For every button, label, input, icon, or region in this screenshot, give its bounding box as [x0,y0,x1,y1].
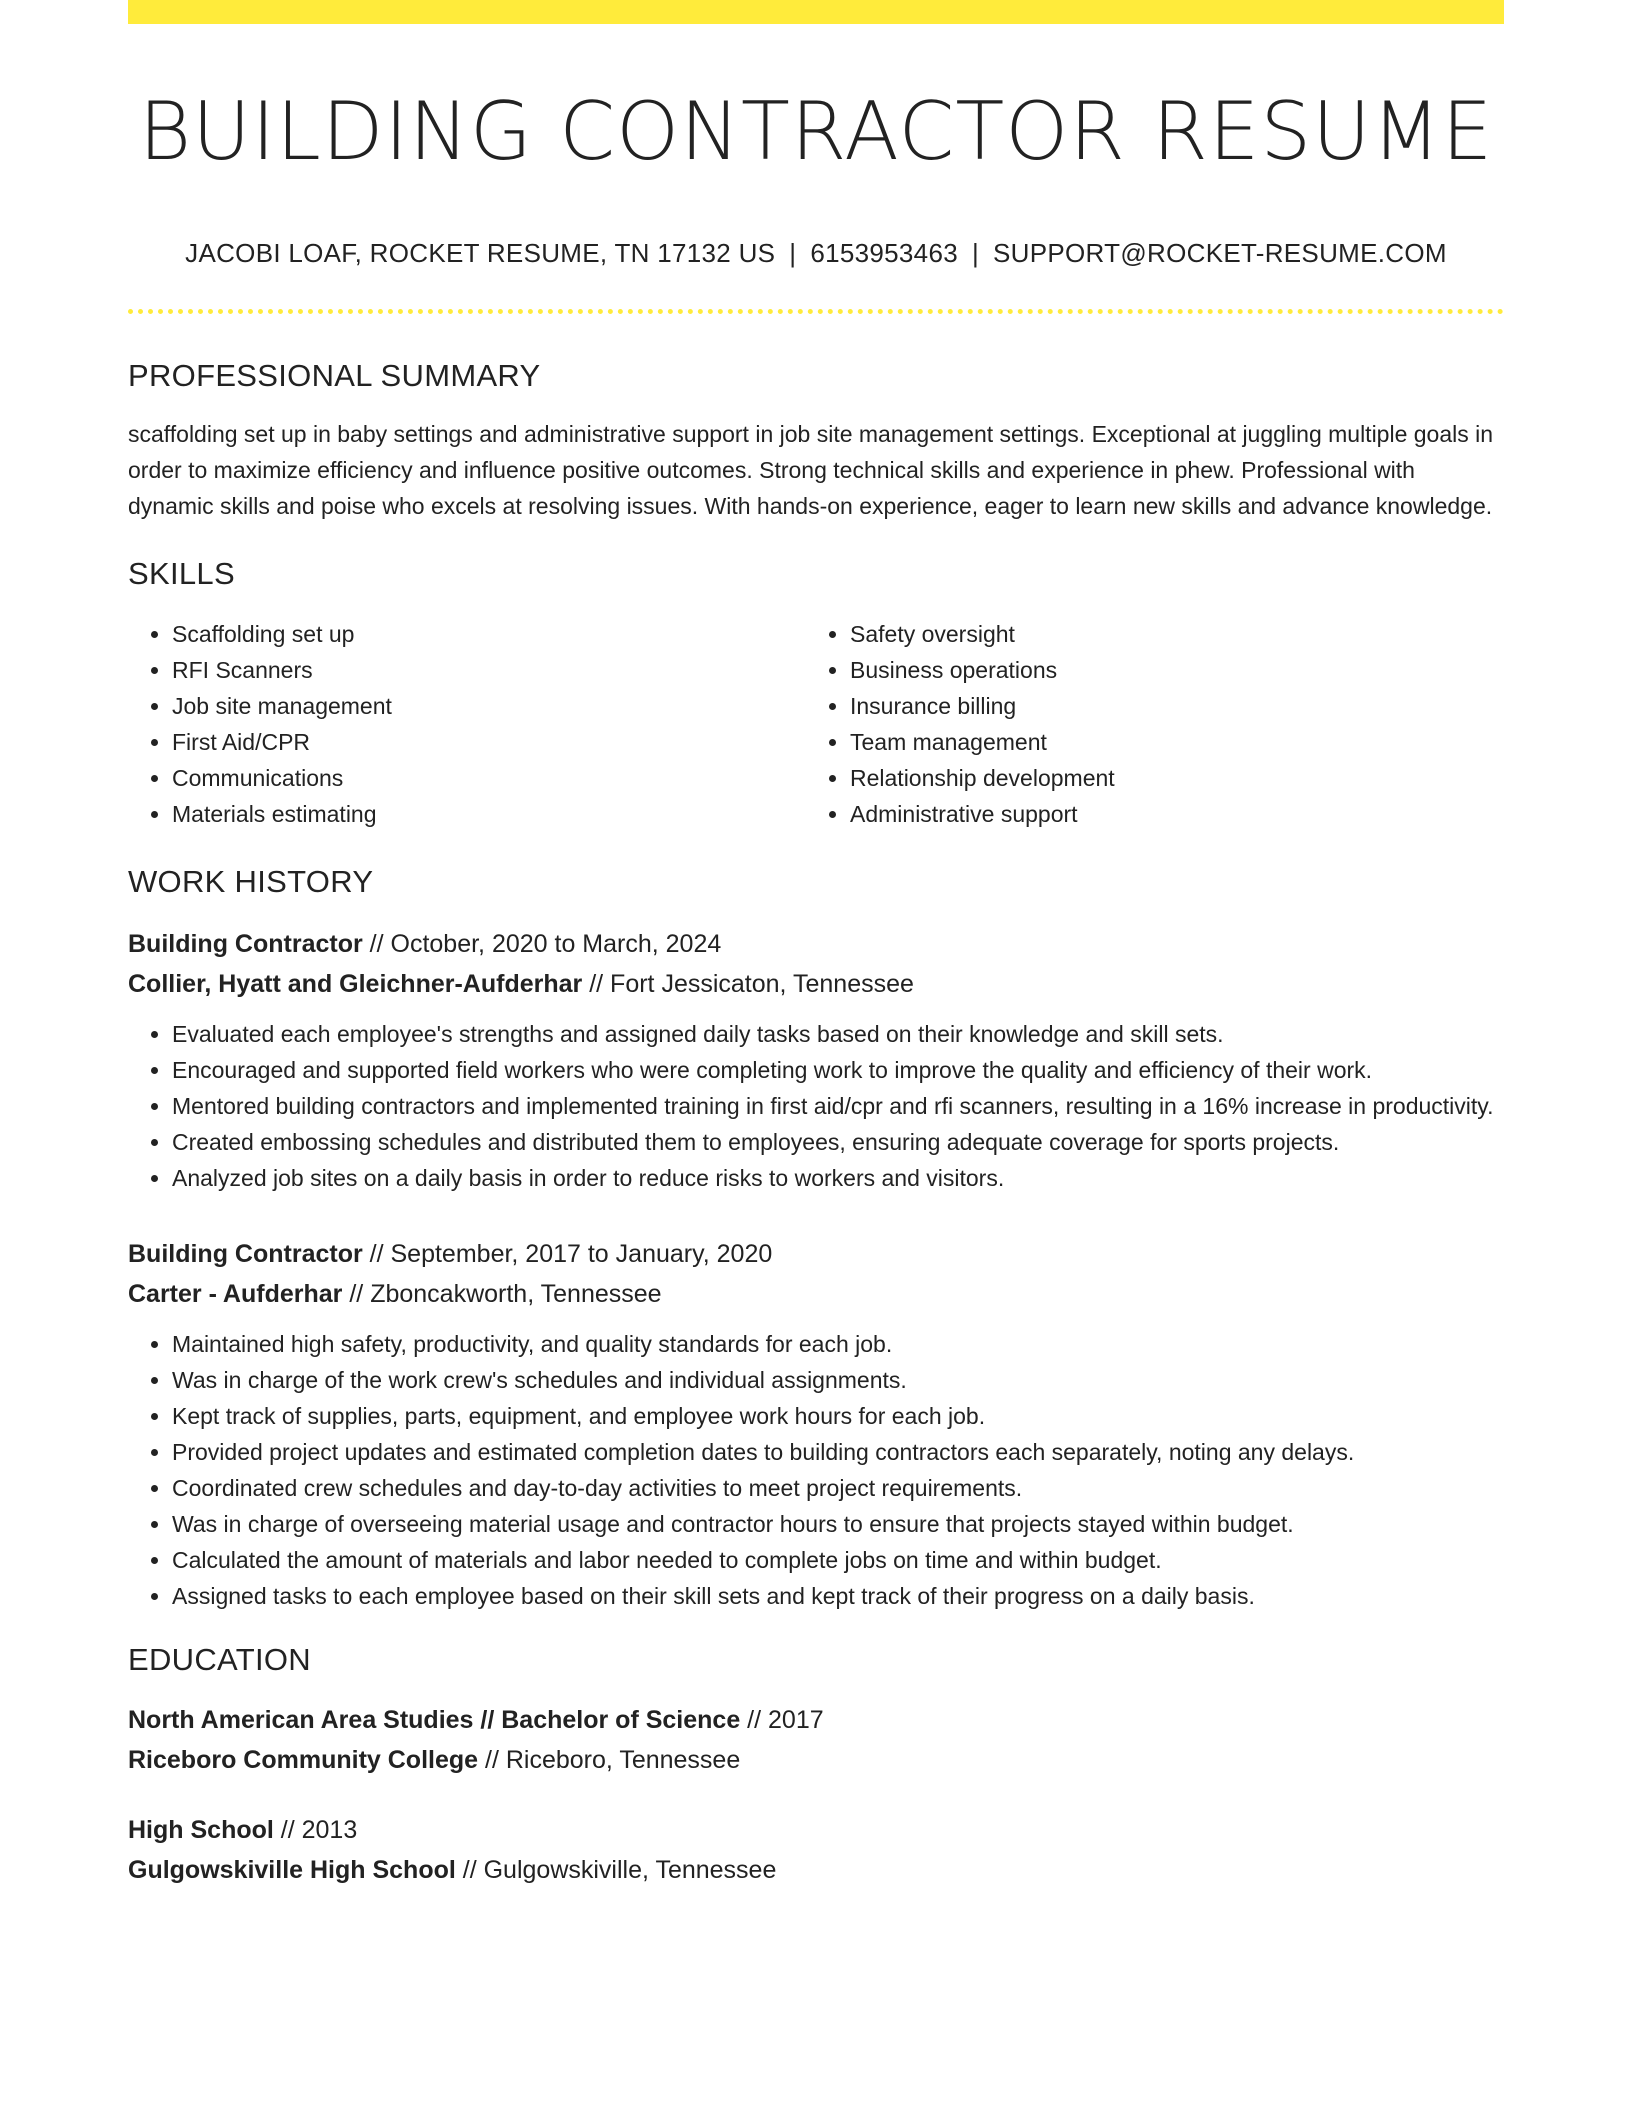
top-accent-bar [128,0,1504,24]
contact-separator: | [971,238,980,268]
education-school-line [128,1740,1504,1780]
education-degree: High School [128,1816,274,1844]
education-year: // 2017 [740,1706,824,1734]
education-entry [128,1810,1504,1890]
education-degree-line [128,1700,1504,1740]
job-bullet: • Calculated the amount of materials and labor needed to complete jobs on time and within budget. [172,1542,1504,1578]
job-bullet: • Analyzed job sites on a daily basis in order to reduce risks to workers and visitors. [172,1160,1504,1196]
job-bullet: • Assigned tasks to each employee based on their skill sets and kept track of their progress on a daily basis. [172,1578,1504,1614]
education-year: // 2013 [273,1816,358,1844]
job-company: Collier, Hyatt and Gleichner-Aufderhar [128,970,583,998]
education-degree-line [128,1810,1504,1850]
skill-item: • Safety oversight [850,616,1484,652]
job-bullet: • Encouraged and supported field workers who were completing work to improve the quality and efficiency of their work. [172,1052,1504,1088]
job-bullet: • Was in charge of the work crew's schedules and individual assignments. [172,1362,1504,1398]
work-history-heading: WORK HISTORY [128,864,374,899]
education-school: Riceboro Community College [128,1746,479,1774]
job-entry [128,1234,1504,1614]
education-heading: EDUCATION [128,1642,311,1677]
job-bullet: • Evaluated each employee's strengths and assigned daily tasks based on their knowledge and skill sets. [172,1016,1504,1052]
skills-grid [128,616,1504,832]
skill-item: • Job site management [172,688,806,724]
contact-phone: 6153953463 [810,238,958,268]
skill-item: • Business operations [850,652,1484,688]
job-bullet: • Was in charge of overseeing material usage and contractor hours to ensure that projects stayed within budget. [172,1506,1504,1542]
skill-item: • Relationship development [850,760,1484,796]
job-title: Building Contractor [128,1240,363,1268]
skills-heading: SKILLS [128,556,235,591]
job-bullet: • Coordinated crew schedules and day-to-day activities to meet project requirements. [172,1470,1504,1506]
job-company-line [128,1274,1504,1314]
skills-list-left [128,616,806,832]
skill-item: • First Aid/CPR [172,724,806,760]
summary-heading: PROFESSIONAL SUMMARY [128,358,541,393]
job-entry [128,924,1504,1196]
job-company-line [128,964,1504,1004]
resume-page [128,0,1504,1890]
resume-title: BUILDING CONTRACTOR RESUME [138,85,1494,178]
education-school-line [128,1850,1504,1890]
job-title: Building Contractor [128,930,363,958]
job-title-line [128,924,1504,964]
job-bullet: • Mentored building contractors and implemented training in first aid/cpr and rfi scanners, resulting in a 16% increase in productivity. [172,1088,1504,1124]
skill-item: • Materials estimating [172,796,806,832]
skill-item: • RFI Scanners [172,652,806,688]
job-location: // Zboncakworth, Tennessee [342,1280,662,1308]
contact-email: SUPPORT@ROCKET-RESUME.COM [993,238,1447,268]
contact-separator: | [789,238,797,268]
education-location: // Gulgowskiville, Tennessee [455,1856,777,1884]
job-bullet: • Provided project updates and estimated completion dates to building contractors each separately, noting any delays. [172,1434,1504,1470]
job-bullet: • Kept track of supplies, parts, equipment, and employee work hours for each job. [172,1398,1504,1434]
skills-list-right [806,616,1484,832]
header-divider [128,309,1504,314]
education-school: Gulgowskiville High School [128,1856,456,1884]
job-bullet-list [128,1326,1504,1614]
education-degree: North American Area Studies // Bachelor of Science [128,1706,741,1734]
job-bullet: • Maintained high safety, productivity, and quality standards for each job. [172,1326,1504,1362]
summary-text: scaffolding set up in baby settings and administrative support in job site management settings. Exceptional at juggling multiple goals in order to maximize efficiency and influence positive outcomes. Strong technical skills and experience in phew. Professional with dynamic skills and poise who excels at resolving issues. With hands-on experience, eager to learn new skills and advance knowledge. [128,421,1494,519]
job-location: // Fort Jessicaton, Tennessee [582,970,914,998]
job-bullet-list [128,1016,1504,1196]
contact-line [128,238,1504,269]
education-location: // Riceboro, Tennessee [478,1746,741,1774]
job-bullet: • Created embossing schedules and distributed them to employees, ensuring adequate coverage for sports projects. [172,1124,1504,1160]
job-dates: // October, 2020 to March, 2024 [362,930,722,958]
skill-item: • Team management [850,724,1484,760]
skill-item: • Communications [172,760,806,796]
job-dates: // September, 2017 to January, 2020 [362,1240,773,1268]
skill-item: • Scaffolding set up [172,616,806,652]
skill-item: • Administrative support [850,796,1484,832]
job-company: Carter - Aufderhar [128,1280,343,1308]
job-title-line [128,1234,1504,1274]
education-entry [128,1700,1504,1780]
skill-item: • Insurance billing [850,688,1484,724]
contact-address: JACOBI LOAF, ROCKET RESUME, TN 17132 US [185,238,776,268]
